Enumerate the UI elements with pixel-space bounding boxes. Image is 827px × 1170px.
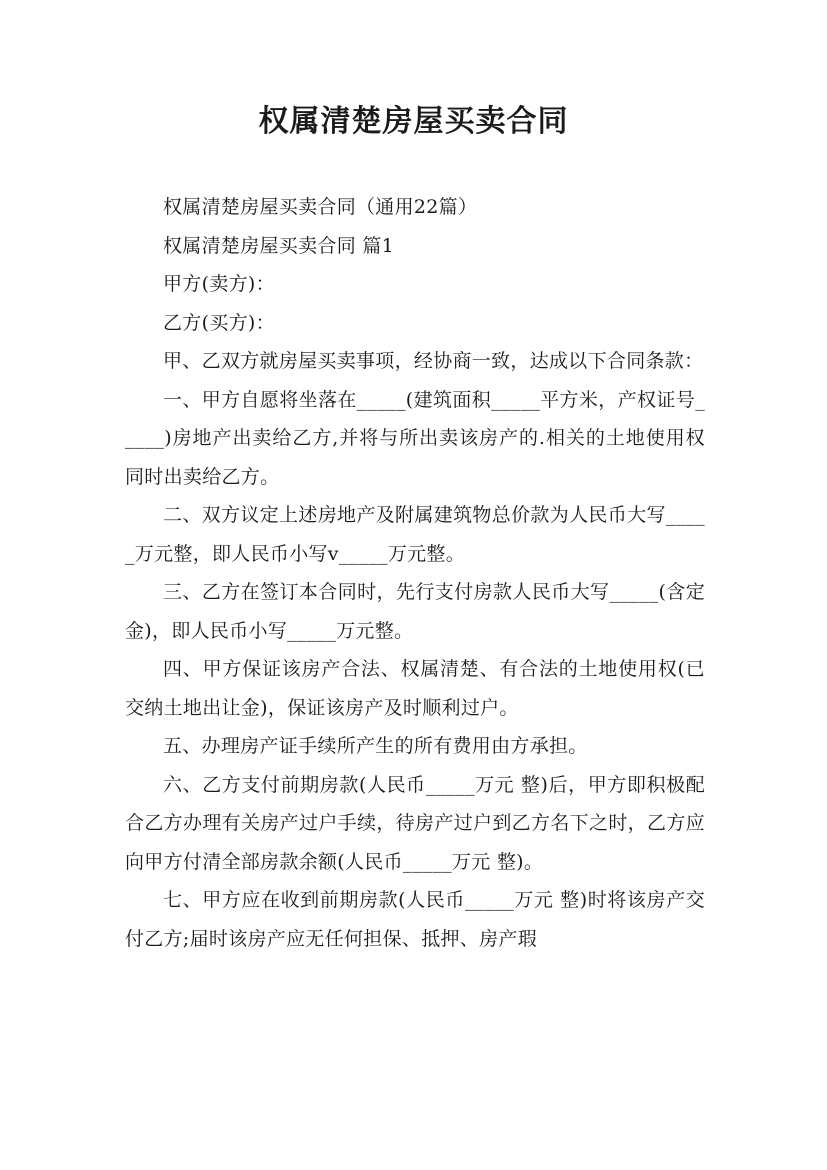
paragraph-section-heading: 权属清楚房屋买卖合同 篇1 xyxy=(163,234,395,257)
paragraph-clause-1: 一、甲方自愿将坐落在_____(建筑面积_____平方米，产权证号_____)房地产出卖给乙方,并将与所出卖该房产的.相关的土地使用权同时出卖给乙方。 xyxy=(125,388,705,488)
paragraph-clause-3: 三、乙方在签订本合同时，先行支付房款人民币大写_____(含定金)，即人民币小写_____万元整。 xyxy=(125,581,705,642)
paragraph-subtitle: 权属清楚房屋买卖合同（通用22篇） xyxy=(163,196,478,218)
document-title: 权属清楚房屋买卖合同 xyxy=(258,104,569,139)
paragraph-party-b: 乙方(买方)： xyxy=(163,311,275,334)
paragraph-clause-5: 五、办理房产证手续所产生的所有费用由方承担。 xyxy=(163,735,588,757)
paragraph-clause-7: 七、甲方应在收到前期房款(人民币_____万元 整)时将该房产交付乙方;届时该房产应无任何担保、抵押、房产瑕 xyxy=(125,889,705,950)
paragraph-preamble: 甲、乙双方就房屋买卖事项，经协商一致，达成以下合同条款： xyxy=(163,350,704,372)
paragraph-clause-2: 二、双方议定上述房地产及附属建筑物总价款为人民币大写_____万元整，即人民币小写v_____万元整。 xyxy=(125,504,705,565)
paragraph-clause-4: 四、甲方保证该房产合法、权属清楚、有合法的土地使用权(已交纳土地出让金)，保证该房产及时顺利过户。 xyxy=(125,658,705,719)
paragraph-party-a: 甲方(卖方)： xyxy=(163,273,275,295)
document-body xyxy=(125,188,705,958)
paragraph-clause-6: 六、乙方支付前期房款(人民币_____万元 整)后，甲方即积极配合乙方办理有关房产过户手续，待房产过户到乙方名下之时，乙方应向甲方付清全部房款余额(人民币_____万元 整)。 xyxy=(125,773,705,873)
